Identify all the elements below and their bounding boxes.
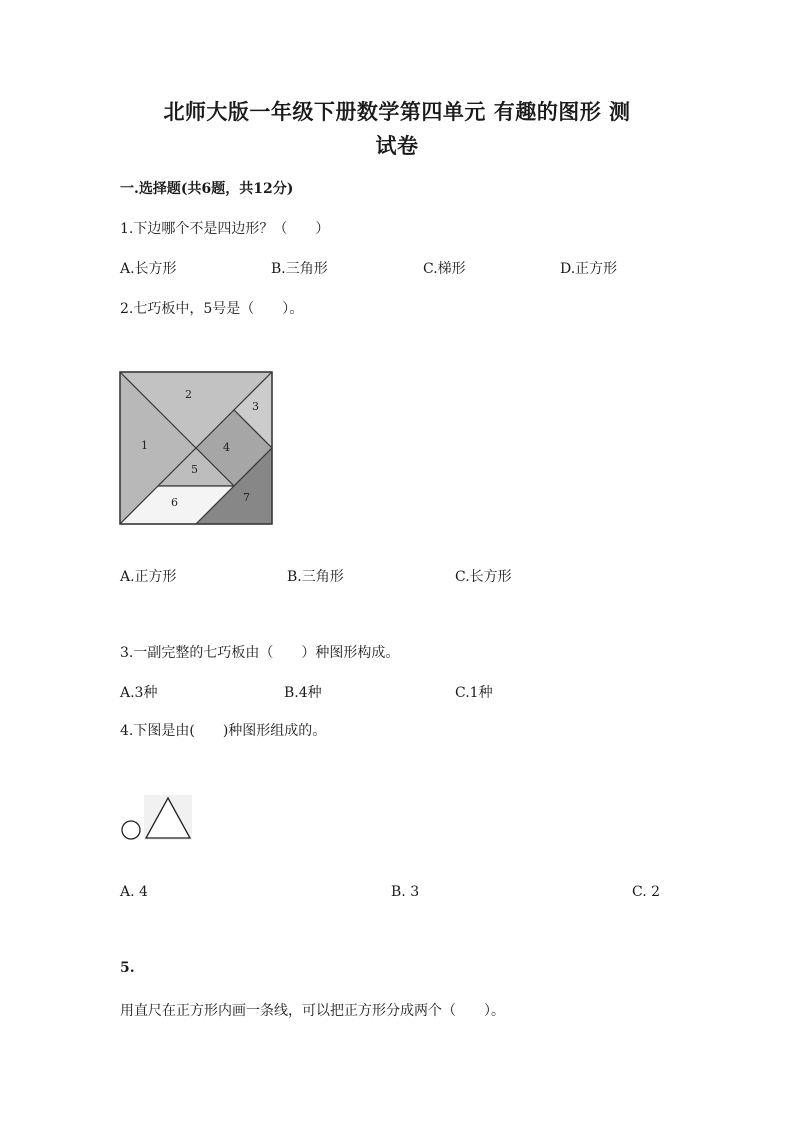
tangram-label-1: 1 <box>141 439 148 452</box>
page-title-line1: 北师大版一年级下册数学第四单元 有趣的图形 测 <box>163 99 631 124</box>
tangram-label-7: 7 <box>243 491 250 504</box>
question-2-stem: 2.七巧板中，5号是（ ）。 <box>120 301 304 317</box>
section-heading: 一.选择题(共6题，共12分) <box>120 181 294 197</box>
question-3-option-c[interactable]: C.1种 <box>455 685 493 701</box>
page-title-line2: 试卷 <box>375 133 419 158</box>
question-5-number: 5. <box>120 960 135 976</box>
question-2-option-b[interactable]: B.三角形 <box>287 569 344 585</box>
question-4-stem: 4.下图是由( )种图形组成的。 <box>120 723 327 739</box>
tangram-label-6: 6 <box>171 496 178 509</box>
question-1-option-d[interactable]: D.正方形 <box>560 261 618 277</box>
question-2-option-a[interactable]: A.正方形 <box>120 569 177 585</box>
question-4-option-c[interactable]: C. 2 <box>632 884 661 900</box>
tangram-label-3: 3 <box>252 400 259 413</box>
question-4-figure <box>118 794 194 842</box>
tangram-figure <box>119 371 274 526</box>
question-3-stem: 3.一副完整的七巧板由（ ）种图形构成。 <box>120 645 400 661</box>
tangram-label-2: 2 <box>185 388 192 401</box>
question-4-option-b[interactable]: B. 3 <box>391 884 420 900</box>
question-3-option-a[interactable]: A.3种 <box>120 685 158 701</box>
question-1-option-a[interactable]: A.长方形 <box>120 261 177 277</box>
question-1-option-c[interactable]: C.梯形 <box>423 261 466 277</box>
question-1-stem: 1.下边哪个不是四边形？（ ） <box>120 221 330 237</box>
tangram-label-4: 4 <box>223 441 230 454</box>
question-1-option-b[interactable]: B.三角形 <box>271 261 328 277</box>
tangram-label-5: 5 <box>191 463 198 476</box>
circle-shape <box>122 821 140 839</box>
question-5-stem: 用直尺在正方形内画一条线，可以把正方形分成两个（ ）。 <box>120 1003 505 1019</box>
question-2-option-c[interactable]: C.长方形 <box>455 569 512 585</box>
question-3-option-b[interactable]: B.4种 <box>284 685 322 701</box>
question-4-option-a[interactable]: A. 4 <box>120 884 148 900</box>
